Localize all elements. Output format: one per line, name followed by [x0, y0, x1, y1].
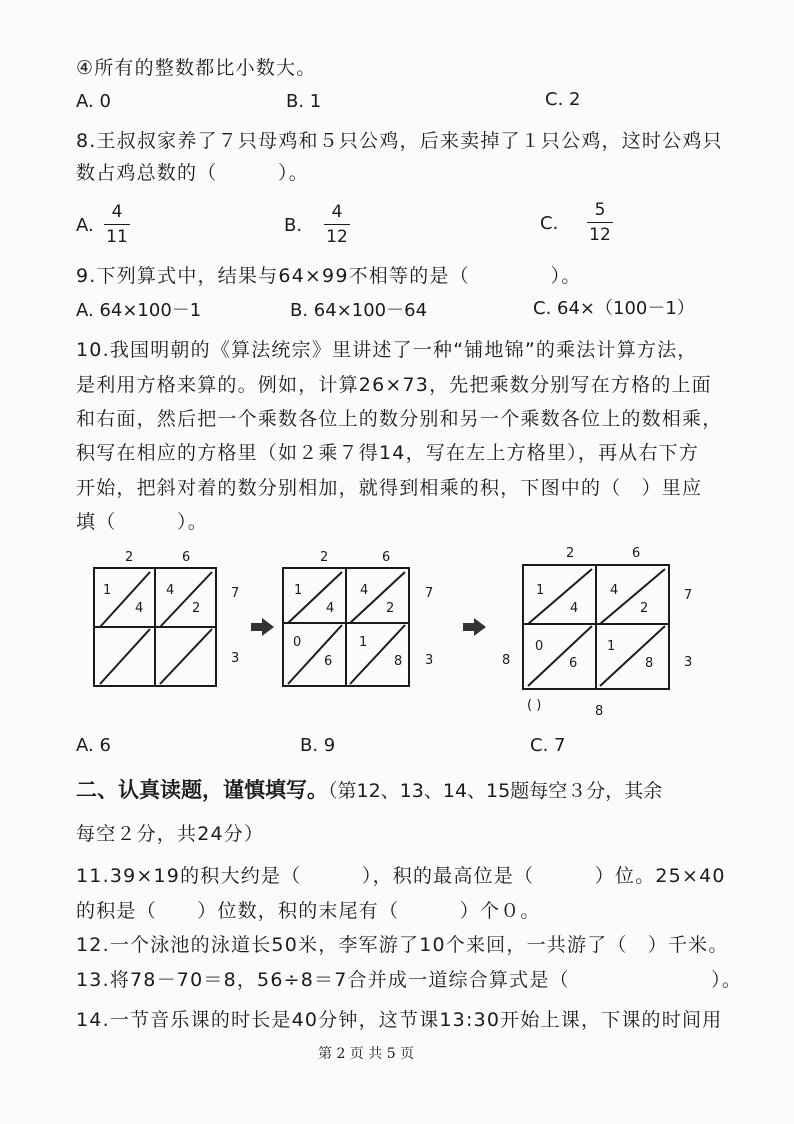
question-10-line6: 填（ ）。: [76, 511, 208, 533]
q9-option-a: A. 64×100－1: [76, 300, 202, 321]
top-digit: 2: [125, 550, 134, 565]
bottom-digit: 8: [595, 704, 604, 719]
question-10-line5: 开始，把斜对着的数分别相加，就得到相乘的积，下图中的（ ）里应: [76, 477, 703, 499]
cell-digit: 4: [570, 601, 579, 616]
top-digit: 6: [382, 550, 391, 565]
cell-digit: 0: [293, 635, 302, 650]
question-10-line1: 10.我国明朝的《算法统宗》里讲述了一种“铺地锦”的乘法计算方法，: [76, 339, 698, 361]
q8-option-b-label: B.: [284, 215, 303, 236]
fraction-numerator: 4: [331, 202, 343, 222]
lattice-multiplication-diagram: [0, 540, 794, 720]
q8-option-a-label: A.: [76, 215, 94, 236]
q9-option-b: B. 64×100－64: [290, 300, 428, 321]
question-10-line4: 积写在相应的方格里（如２乘７得14，写在左上方格里），再从右下方: [76, 442, 700, 464]
cell-digit: 1: [359, 635, 368, 650]
cell-digit: 0: [535, 639, 544, 654]
right-digit: 7: [231, 586, 240, 601]
cell-digit: 4: [135, 601, 144, 616]
section-2-title: 二、认真读题，谨慎填写。: [76, 778, 328, 802]
question-8-line2: 数占鸡总数的（ ）。: [76, 162, 309, 184]
right-digit: 7: [425, 586, 434, 601]
q8-option-a-fraction: [102, 202, 132, 247]
q10-option-c: C. 7: [530, 735, 566, 756]
cell-digit: 6: [324, 654, 333, 669]
top-digit: 2: [566, 546, 575, 561]
left-digit: 8: [502, 653, 511, 668]
q7-option-a: A. 0: [76, 91, 111, 112]
q7-option-c: C. 2: [545, 89, 581, 110]
q8-option-c-fraction: [585, 200, 615, 245]
cell-digit: 1: [607, 639, 616, 654]
q9-option-c: C. 64×（100－1）: [533, 298, 695, 319]
cell-digit: 1: [294, 583, 303, 598]
cell-digit: 2: [386, 601, 395, 616]
fraction-numerator: 5: [594, 200, 606, 220]
statement-4: ④所有的整数都比小数大。: [76, 57, 317, 79]
fraction-denominator: 12: [326, 227, 348, 247]
right-digit: 3: [684, 655, 693, 670]
question-13: 13.将78－70＝8，56÷8＝7合并成一道综合算式是（ ）。: [76, 969, 743, 991]
question-9: 9.下列算式中，结果与64×99不相等的是（ ）。: [76, 265, 582, 287]
section-2-instructions: （第12、13、14、15题每空３分，其余: [328, 780, 663, 802]
question-12: 12.一个泳池的泳道长50米，李军游了10个来回，一共游了（ ）千米。: [76, 934, 729, 956]
top-digit: 6: [632, 546, 641, 561]
cell-digit: 2: [640, 601, 649, 616]
question-11-line1: 11.39×19的积大约是（ ），积的最高位是（ ）位。25×40: [76, 865, 726, 887]
top-digit: 2: [320, 550, 329, 565]
fraction-denominator: 12: [589, 225, 611, 245]
cell-digit: 4: [166, 583, 175, 598]
q10-option-a: A. 6: [76, 735, 111, 756]
answer-blank: ( ): [527, 698, 542, 713]
question-11-line2: 的积是（ ）位数，积的末尾有（ ）个０。: [76, 900, 541, 922]
right-digit: 3: [231, 651, 240, 666]
q7-option-b: B. 1: [286, 91, 322, 112]
section-2-instructions-cont: 每空２分，共24分）: [76, 823, 265, 845]
page-footer: 第 2 页 共 5 页: [318, 1046, 415, 1062]
cell-digit: 1: [536, 583, 545, 598]
question-8-line1: 8.王叔叔家养了７只母鸡和５只公鸡，后来卖掉了１只公鸡，这时公鸡只: [76, 130, 723, 152]
q8-option-c-label: C.: [540, 213, 559, 234]
cell-digit: 2: [192, 601, 201, 616]
question-10-line3: 和右面，然后把一个乘数各位上的数分别和另一个乘数各位上的数相乘，: [76, 408, 723, 430]
right-digit: 7: [684, 588, 693, 603]
q8-option-b-fraction: [322, 202, 352, 247]
cell-digit: 8: [394, 654, 403, 669]
cell-digit: 4: [360, 583, 369, 598]
cell-digit: 4: [610, 583, 619, 598]
question-10-line2: 是利用方格来算的。例如，计算26×73，先把乘数分别写在方格的上面: [76, 374, 712, 396]
fraction-numerator: 4: [111, 202, 123, 222]
fraction-denominator: 11: [106, 227, 128, 247]
right-digit: 3: [425, 653, 434, 668]
cell-digit: 8: [645, 656, 654, 671]
q10-option-b: B. 9: [300, 735, 336, 756]
cell-digit: 6: [569, 656, 578, 671]
cell-digit: 1: [103, 583, 112, 598]
question-14: 14.一节音乐课的时长是40分钟，这节课13:30开始上课，下课的时间用: [76, 1009, 723, 1031]
arrow-right-icon: [251, 623, 263, 631]
section-2-heading: [76, 776, 662, 805]
arrow-right-icon: [463, 623, 475, 631]
top-digit: 6: [182, 550, 191, 565]
cell-digit: 4: [326, 601, 335, 616]
